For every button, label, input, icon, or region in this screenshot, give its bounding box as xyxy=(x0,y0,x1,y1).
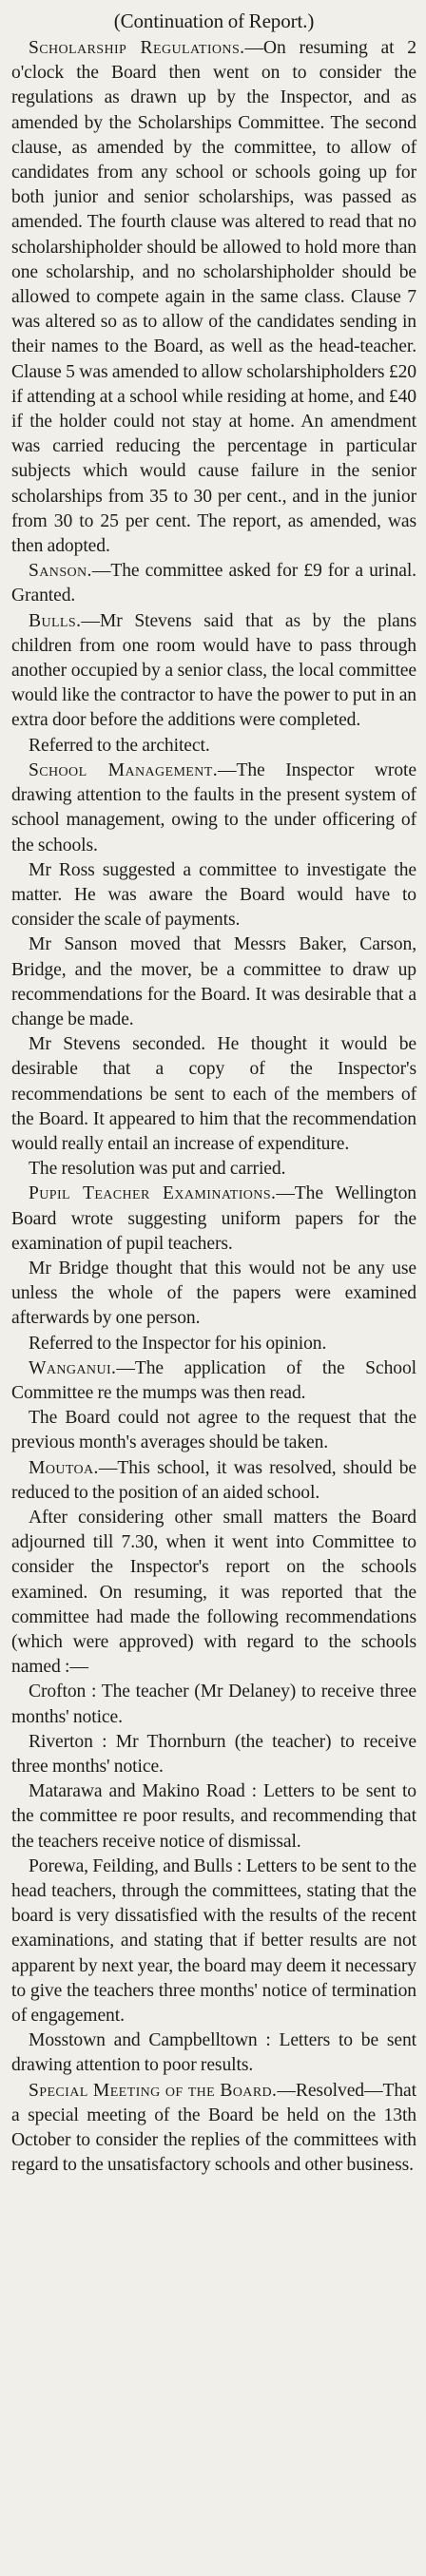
section-lead: Moutoa. xyxy=(29,1457,99,1478)
paragraph-mr-stevens xyxy=(11,1032,416,1157)
paragraph-text: —The Inspector wrote drawing attention to the faults in the present system of school management, owing to the under officering of the schools. xyxy=(11,759,416,855)
paragraph-scholarship-regulations xyxy=(11,36,416,559)
paragraph-text: Referred to the Inspector for his opinion. xyxy=(29,1333,327,1354)
section-lead: Bulls. xyxy=(29,610,82,631)
paragraph-mosstown-campbelltown xyxy=(11,2028,416,2078)
paragraph-board-averages xyxy=(11,1406,416,1455)
paragraph-text: Referred to the architect. xyxy=(29,735,210,756)
paragraph-mr-sanson xyxy=(11,932,416,1032)
paragraph-school-management xyxy=(11,759,416,858)
paragraph-text: —The committee asked for £9 for a urinal. Granted. xyxy=(11,561,416,606)
paragraph-text: Crofton : The teacher (Mr Delaney) to receive three months' notice. xyxy=(11,1682,416,1727)
article-heading: (Continuation of Report.) xyxy=(113,10,315,32)
section-lead: Wanganui. xyxy=(29,1357,117,1378)
paragraph-text: Mosstown and Campbelltown : Letters to be sent drawing attention to poor results. xyxy=(11,2030,416,2076)
section-lead: Sanson. xyxy=(29,561,92,582)
paragraph-mr-ross xyxy=(11,858,416,933)
paragraph-text: Matarawa and Makino Road : Letters to be sent to the committee re poor results, and recommending that the teachers receive notice of dismissal. xyxy=(11,1781,416,1852)
paragraph-wanganui xyxy=(11,1356,416,1406)
paragraph-text: The Board could not agree to the request that the previous month's averages should be taken. xyxy=(11,1408,416,1453)
paragraph-moutoa xyxy=(11,1456,416,1506)
paragraph-crofton xyxy=(11,1680,416,1729)
paragraph-text: —On resuming at 2 o'clock the Board then went on to consider the regulations as drawn up by the Inspector, and as amended by the Scholarships Committee. The second clause, as amended by the committee, to allow of candidates from any school or schools going up for both junior and senior scholarships, was passed as amended. The fourth clause was altered to read that no scholarshipholder should be allowed to hold more than one scholarship, and no scholarshipholder should be allowed to compete again in the same class. Clause 7 was altered so as to allow of the candidates sending in their names to the Board, as well as the head-teacher. Clause 5 was amended to allow scholarshipholders £20 if attending at a school while residing at home, and £40 if the holder could not stay at home. An amendment was carried reducing the percentage in particular subjects which would cause failure in the senior scholarships from 35 to 30 per cent., and in the junior from 30 to 25 per cent. The report, as amended, was then adopted. xyxy=(11,38,416,557)
section-lead: Scholarship Regulations. xyxy=(29,38,245,58)
paragraph-text: —Resolved—That a special meeting of the Board be held on the 13th October to consider the replies of the committees with regard to the unsatisfactory schools and other business. xyxy=(11,2080,416,2176)
paragraph-text: The resolution was put and carried. xyxy=(29,1159,286,1180)
paragraph-text: —Mr Stevens said that as by the plans children from one room would have to pass through another occupied by a senior class, the local committee would like the contractor to have the power to put in an extra door before the additions were completed. xyxy=(11,610,416,731)
paragraph-porewa-feilding-bulls xyxy=(11,1855,416,2028)
paragraph-text: —The application of the School Committee re the mumps was then read. xyxy=(11,1357,416,1403)
paragraph-resolution-carried xyxy=(11,1157,416,1182)
paragraph-text: —The Wellington Board wrote suggesting uniform papers for the examination of pupil teachers. xyxy=(11,1183,416,1254)
section-lead: Special Meeting of the Board. xyxy=(29,2080,278,2101)
paragraph-sanson xyxy=(11,559,416,608)
paragraph-text: Mr Ross suggested a committee to investigate the matter. He was aware the Board would have to consider the scale of payments. xyxy=(11,859,416,931)
paragraph-text: —This school, it was resolved, should be reduced to the position of an aided school. xyxy=(11,1457,416,1503)
paragraph-matarawa-makino xyxy=(11,1779,416,1855)
paragraph-mr-bridge xyxy=(11,1257,416,1332)
paragraph-text: Mr Stevens seconded. He thought it would be desirable that a copy of the Inspector's recommendations be sent to each of the members of the Board. It appeared to him that the recommendation would really entail an increase of expenditure. xyxy=(11,1034,416,1154)
paragraph-text: Mr Bridge thought that this would not be any use unless the whole of the papers were examined afterwards by one person. xyxy=(11,1258,416,1329)
paragraph-pupil-teacher-examinations xyxy=(11,1182,416,1257)
paragraph-referred-architect xyxy=(11,734,416,759)
paragraph-special-meeting xyxy=(11,2079,416,2179)
section-lead: School Management. xyxy=(29,759,218,780)
paragraph-bulls xyxy=(11,609,416,734)
paragraph-referred-inspector xyxy=(11,1332,416,1356)
report-article xyxy=(11,8,416,2178)
paragraph-board-adjourned xyxy=(11,1506,416,1680)
paragraph-text: Mr Sanson moved that Messrs Baker, Carson, Bridge, and the mover, be a committee to draw up recommendations for the Board. It was desirable that a change be made. xyxy=(11,934,416,1029)
paragraph-text: Riverton : Mr Thornburn (the teacher) to receive three months' notice. xyxy=(11,1731,416,1778)
paragraph-riverton xyxy=(11,1730,416,1779)
paragraph-text: After considering other small matters the Board adjourned till 7.30, when it went into Committee to consider the Inspector's report on the schools examined. On resuming, it was reported that the committee had made the following recommendations (which were approved) with regard to the schools named :— xyxy=(11,1507,416,1678)
section-lead: Pupil Teacher Examinations. xyxy=(29,1183,277,1204)
paragraph-text: Porewa, Feilding, and Bulls : Letters to be sent to the head teachers, through the committees, stating that the board is very dissatisfied with the results of the recent examinations, and stating that if better results are not apparent by next year, the board may deem it necessary to give the teachers three months' notice of termination of engagement. xyxy=(11,1855,416,2027)
